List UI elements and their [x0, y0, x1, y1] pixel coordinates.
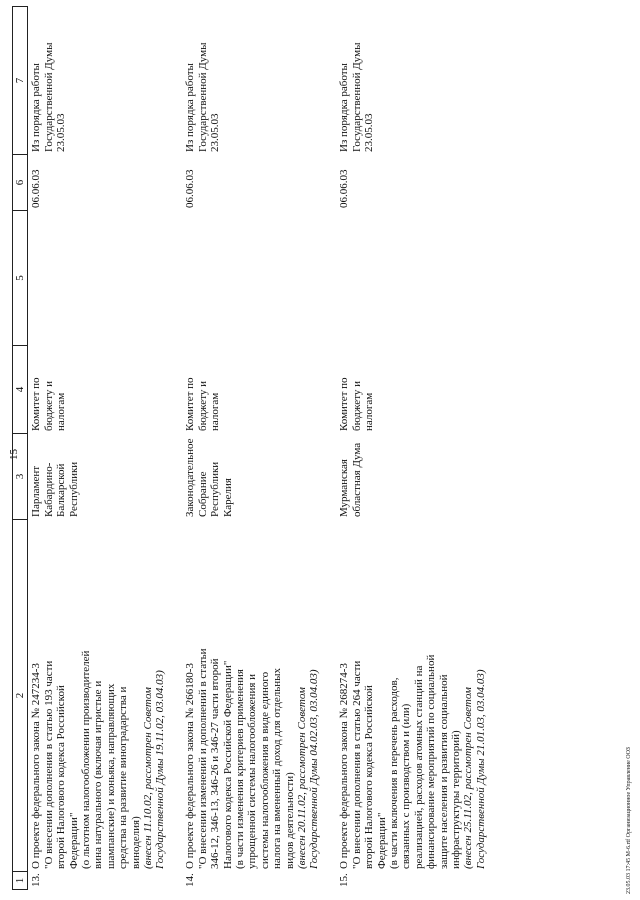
note: Из порядка работы Государственной Думы 23.05.03 [30, 42, 68, 152]
bill-line: (в части изменения критериев применения [234, 669, 247, 869]
bill-line: О проекте федерального закона № 266180-3 [184, 663, 197, 869]
column-header: 4 [13, 346, 27, 434]
committee: Комитет по бюджету и налогам [184, 377, 222, 431]
bill-submission-note: (внесен 25.11.02, рассмотрен Советом [462, 687, 475, 869]
bill-line: "О внесении изменений и дополнений в статьи [196, 648, 209, 869]
table-row [182, 6, 336, 890]
bill-line: 346-12, 346-13, 346-26 и 346-27 части второй [209, 658, 222, 869]
bill-line: Федерации" [67, 812, 80, 869]
bill-line: (в части включения в перечень расходов, [388, 677, 401, 869]
committee: Комитет по бюджету и налогам [30, 377, 68, 431]
bill-line: связанных с производством и (или) [400, 703, 413, 869]
column-5-cell [182, 211, 336, 346]
column-header: 7 [13, 6, 27, 155]
bill-line: О проекте федерального закона № 247234-3 [30, 663, 43, 869]
bill-submission-note: (внесен 11.10.02, рассмотрен Советом [142, 687, 155, 869]
bill-line: второй Налогового кодекса Российской [363, 685, 376, 869]
date: 06.06.03 [184, 169, 197, 208]
bill-line: Налогового кодекса Российской Федерации" [221, 660, 234, 869]
bill-line: шампанские) и коньяка, направляющих [104, 683, 117, 869]
bill-submission-note: Государственной Думы 04.02.03, 03.04.03) [308, 669, 321, 869]
bill-line: реализацией, расходов атомных станций на [412, 665, 425, 869]
bill-submission-note: Государственной Думы 21.01.03, 03.04.03) [474, 669, 487, 869]
committee: Комитет по бюджету и налогам [338, 377, 376, 431]
table-row [336, 6, 490, 890]
bill-line: (о льготном налогообложении производителей [80, 650, 93, 869]
bill-description [182, 520, 336, 872]
bill-line: второй Налогового кодекса Российской [55, 685, 68, 869]
bill-line: налога на вмененный доход для отдельных [271, 667, 284, 869]
bill-submission-note: (внесен 20.11.02, рассмотрен Советом [296, 687, 309, 869]
column-header: 6 [13, 155, 27, 211]
row-number: 15. [338, 873, 351, 887]
bill-line: "О внесении дополнения в статью 193 части [42, 660, 55, 869]
bill-line: О проекте федерального закона № 268274-3 [338, 663, 351, 869]
column-header: 5 [13, 211, 27, 346]
bill-description [336, 520, 490, 872]
column-header: 1 [13, 872, 27, 890]
bill-line: системы налогообложения в виде единого [258, 671, 271, 869]
bill-line: финансирование мероприятий по социальной [425, 654, 438, 869]
column-5-cell [336, 211, 490, 346]
initiator: Мурманская областная Дума [338, 442, 363, 517]
bill-line: видов деятельности) [283, 772, 296, 869]
table-header-row [13, 6, 28, 890]
bill-line: "О внесении дополнения в статью 264 части [350, 660, 363, 869]
bill-line: средства на развитие виноградарства и [117, 686, 130, 869]
bill-submission-note: Государственной Думы 19.11.02, 03.04.03) [154, 670, 167, 869]
note: Из порядка работы Государственной Думы 23.05.03 [184, 42, 222, 152]
table-row [28, 6, 182, 890]
initiator: Парламент Кабардино-Балкарской Республики [30, 461, 80, 517]
page-number: 15 [8, 449, 20, 460]
row-number: 13. [30, 873, 43, 887]
bill-line: вина натурального (включая игристые и [92, 680, 105, 869]
bill-line: защите населения и развития социальной [437, 674, 450, 869]
bill-line: виноделия) [129, 816, 142, 869]
column-header: 2 [13, 520, 27, 872]
bill-line: инфраструктуры территорий) [450, 730, 463, 869]
date: 06.06.03 [30, 169, 43, 208]
agenda-table [12, 6, 490, 890]
footer-filename: 23.05.03 17:45 М-6.rtf Организационное Управление ООЗ [626, 747, 632, 894]
bill-line: упрощенной системы налогообложения и [246, 673, 259, 869]
row-number: 14. [184, 873, 197, 887]
note: Из порядка работы Государственной Думы 23.05.03 [338, 42, 376, 152]
initiator: Законодательное Собрание Республики Карелия [184, 438, 234, 517]
bill-line: Федерации" [375, 812, 388, 869]
bill-description [28, 520, 182, 872]
column-5-cell [28, 211, 182, 346]
column-header: 3 [13, 434, 27, 520]
date: 06.06.03 [338, 169, 351, 208]
